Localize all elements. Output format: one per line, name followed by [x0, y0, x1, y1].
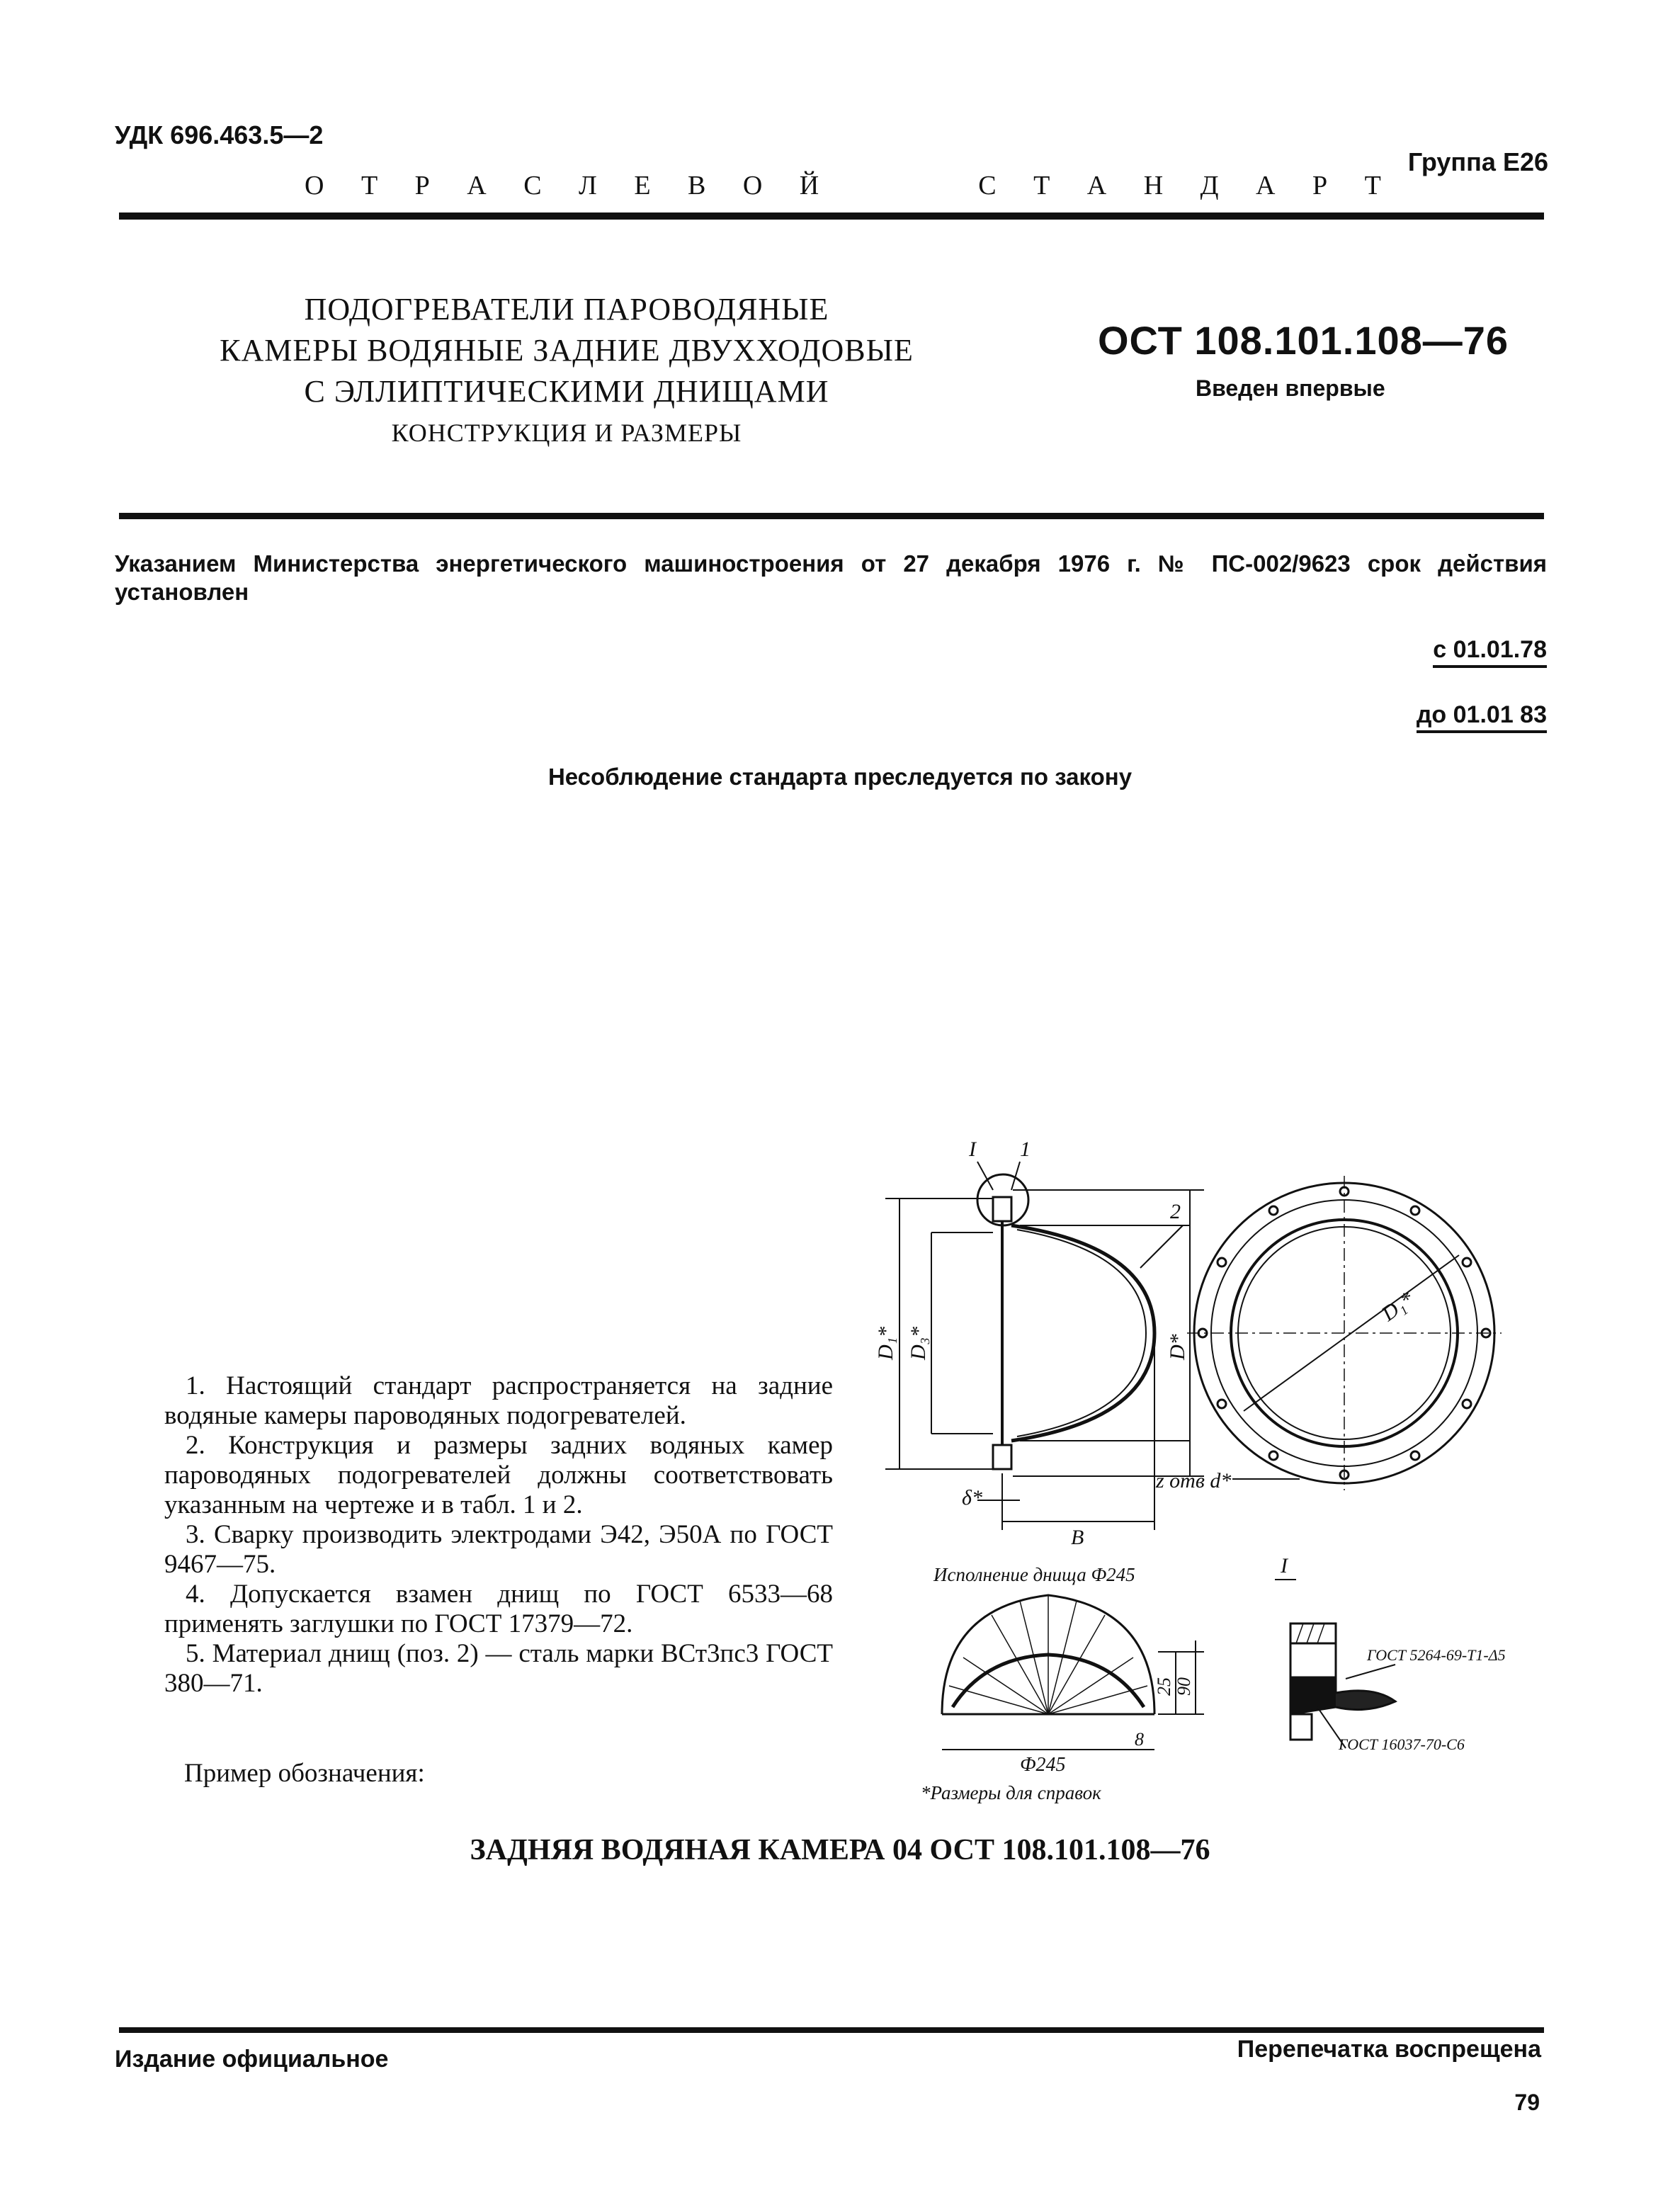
group-code: Группа Е26	[1407, 147, 1548, 176]
callout-pos1-label: 1	[1020, 1138, 1031, 1161]
dished-end	[1011, 1225, 1154, 1441]
example-label: Пример обозначения:	[184, 1759, 425, 1788]
gost-weld1-label: ГОСТ 5264-69-Т1-Δ5	[1367, 1646, 1506, 1664]
dim-delta-label: δ*	[962, 1486, 982, 1509]
variant-caption: Исполнение днища Ф245	[933, 1564, 1135, 1585]
clause: 1. Настоящий стандарт распространяется на задние водяные камеры пароводяных подогревателей.	[164, 1371, 833, 1430]
reprint-notice: Перепечатка воспрещена	[1237, 2036, 1541, 2063]
page-number: 79	[1514, 2090, 1540, 2115]
header-letter: Т	[1364, 171, 1381, 200]
header-letter: Д	[1200, 171, 1219, 200]
technical-drawing	[807, 1119, 1558, 1828]
dim-d1-label: D₁*	[874, 1326, 897, 1360]
header-letter: Т	[1033, 171, 1050, 200]
header-letter: Р	[1312, 171, 1328, 200]
detail-title-label: I	[1281, 1554, 1288, 1577]
detail-callout-circle	[977, 1174, 1028, 1225]
clause: 3. Сварку производить электродами Э42, Э50А по ГОСТ 9467—75.	[164, 1520, 833, 1579]
header-spacer	[856, 170, 941, 201]
law-notice: Несоблюдение стандарта преследуется по закону	[547, 764, 1133, 790]
introduced-note: Введен впервые	[1196, 375, 1385, 401]
callout-detail-label: I	[969, 1138, 976, 1161]
holes-label: z отв d*	[1156, 1469, 1232, 1492]
dim-8-label: 8	[1135, 1729, 1144, 1750]
dim-90-label: 90	[1174, 1677, 1194, 1696]
decree-text: Указанием Министерства энергетического машиностроения от 27 декабря 1976 г. № ПС-002/9623 срок действия установлен	[115, 550, 1547, 605]
header-rule	[119, 212, 1544, 220]
header-letter: А	[1086, 171, 1107, 200]
clause: 2. Конструкция и размеры задних водяных камер пароводяных подогревателей должны соответствовать указанным на чертеже и в табл. 1 и 2.	[164, 1431, 833, 1519]
clauses-block	[164, 1371, 833, 1699]
header-letter: В	[688, 171, 706, 200]
standard-title	[142, 289, 992, 453]
designation-example: ЗАДНЯЯ ВОДЯНАЯ КАМЕРА 04 ОСТ 108.101.108—76	[470, 1834, 1210, 1866]
title-line: КАМЕРЫ ВОДЯНЫЕ ЗАДНИЕ ДВУХХОДОВЫЕ	[220, 333, 914, 368]
header-letter: Й	[799, 171, 819, 200]
detail-weld	[1290, 1677, 1336, 1714]
header-letter: С	[523, 171, 542, 200]
dim-line-circle-d1	[1244, 1255, 1459, 1411]
clause: 4. Допускается взамен днищ по ГОСТ 6533—68 применять заглушки по ГОСТ 17379—72.	[164, 1580, 833, 1638]
title-line: КОНСТРУКЦИЯ И РАЗМЕРЫ	[391, 419, 742, 447]
title-line: ПОДОГРЕВАТЕЛИ ПАРОВОДЯНЫЕ	[304, 292, 829, 327]
header-letter: О	[305, 171, 324, 200]
footer-rule	[119, 2027, 1544, 2033]
valid-to-date: до 01.01 83	[1417, 701, 1547, 733]
header-letter: Е	[634, 171, 651, 200]
header-letter: А	[467, 171, 487, 200]
header-letter: А	[1256, 171, 1276, 200]
circle-d1-label: D₁*	[1377, 1287, 1419, 1326]
header-letter: Р	[414, 171, 430, 200]
standard-code: ОСТ 108.101.108—76	[1098, 318, 1509, 363]
clause: 5. Материал днищ (поз. 2) — сталь марки ВСт3пс3 ГОСТ 380—71.	[164, 1639, 833, 1698]
title-rule	[119, 513, 1544, 519]
dim-b-label: B	[1071, 1526, 1084, 1549]
header-letter: С	[978, 171, 997, 200]
valid-from-date: с 01.01.78	[1433, 636, 1547, 668]
title-line: С ЭЛЛИПТИЧЕСКИМИ ДНИЩАМИ	[304, 374, 829, 409]
dim-245-label: Ф245	[1020, 1754, 1066, 1776]
header-letter: Т	[361, 171, 378, 200]
udk-code: УДК 696.463.5—2	[115, 120, 324, 149]
header-letter: Л	[579, 171, 597, 200]
dim-25-label: 25	[1154, 1677, 1174, 1696]
gost-weld2-label: ГОСТ 16037-70-С6	[1339, 1735, 1465, 1753]
header-title	[305, 170, 1381, 201]
dim-d3-label: D₃*	[907, 1326, 930, 1360]
official-edition: Издание официальное	[115, 2046, 389, 2073]
dim-d-label: D*	[1166, 1334, 1189, 1360]
flange-top	[993, 1197, 1011, 1221]
header-letter: Н	[1143, 171, 1164, 200]
footnote-label: *Размеры для справок	[921, 1782, 1101, 1803]
flange-bottom	[993, 1445, 1011, 1469]
header-letter: О	[742, 171, 763, 200]
callout-pos2-label: 2	[1170, 1200, 1181, 1223]
